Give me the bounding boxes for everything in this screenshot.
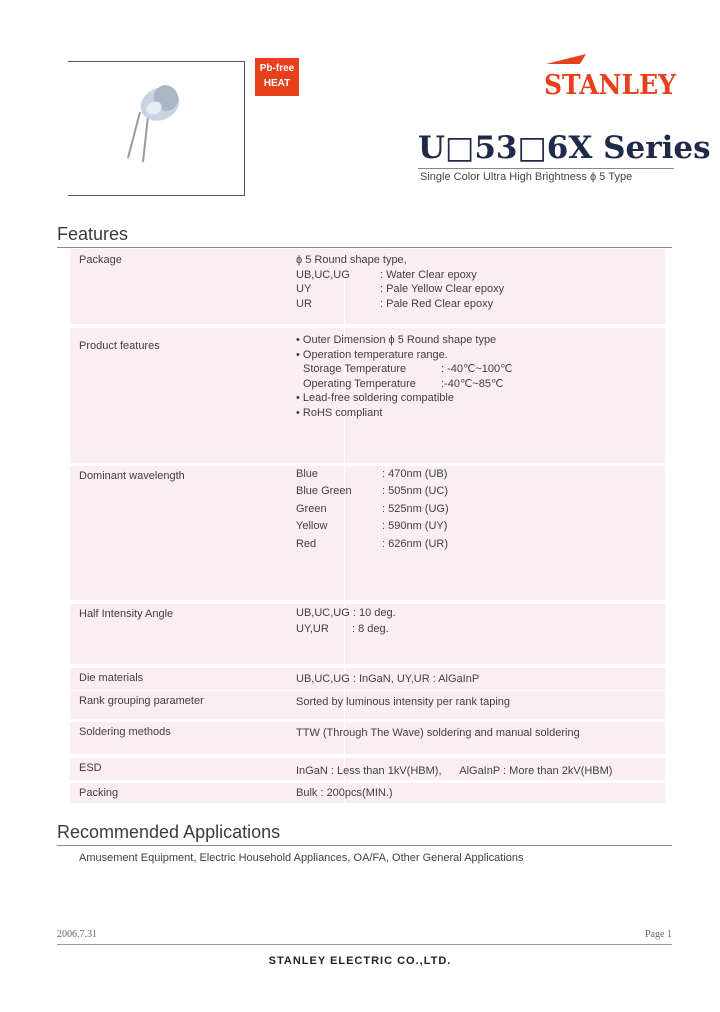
package-label: Package [79,254,122,266]
angle-value [296,605,396,637]
footer-date: 2006.7.31 [57,929,97,940]
footer-company: STANLEY ELECTRIC CO.,LTD. [268,955,452,967]
wavelength-label: Dominant wavelength [79,470,185,482]
product-line5: • Lead-free soldering compatible [296,392,454,404]
packing-label: Packing [79,787,119,799]
features-row-product [70,328,665,463]
die-label: Die materials [79,672,144,684]
wavelength-item: Yellow : 590nm (UY) [296,520,448,533]
features-row-angle [70,604,665,664]
applications-heading: Recommended Applications [57,822,281,842]
esd-value: InGaN : Less than 1kV(HBM), AlGaInP : More than 2kV(HBM) [296,765,613,777]
packing-value: Bulk : 200pcs(MIN.) [296,787,393,799]
features-row-packing [70,783,665,803]
series-subtitle: Single Color Ultra High Brightness ϕ 5 Type [420,171,633,183]
wavelength-item: Red : 626nm (UR) [296,537,449,550]
product-value [296,333,513,420]
package-item: UY : Pale Yellow Clear epoxy [296,283,505,295]
features-row-wavelength [70,466,665,600]
footer-rule [57,944,672,945]
pb-free-badge [255,58,299,96]
product-label: Product features [79,340,160,352]
features-row-die [70,668,665,690]
footer-page-number: Page 1 [645,929,672,940]
applications-rule [57,845,672,846]
angle-line2: UY,UR : 8 deg. [296,623,389,635]
badge-line2: HEAT [263,78,291,89]
angle-label: Half Intensity Angle [79,608,174,620]
package-item: UB,UC,UG : Water Clear epoxy [296,268,477,281]
rank-label: Rank grouping parameter [79,695,204,707]
product-line6: • RoHS compliant [296,406,383,419]
esd-label: ESD [79,762,102,774]
features-row-esd [70,758,665,780]
product-line1: • Outer Dimension ϕ 5 Round shape type [296,334,497,346]
product-line2: • Operation temperature range. [296,348,448,361]
features-row-solder [70,722,665,754]
product-photo-frame [68,61,245,196]
package-item: UR : Pale Red Clear epoxy [296,297,494,310]
die-value: UB,UC,UG : InGaN, UY,UR : AlGaInP [296,673,480,685]
badge-line1: Pb-free [259,63,295,74]
led-photo [68,61,244,195]
wavelength-item: Green : 525nm (UG) [296,502,449,515]
package-line1: ϕ 5 Round shape type, [296,254,407,266]
applications-text: Amusement Equipment, Electric Household Appliances, OA/FA, Other General Applications [79,852,524,864]
angle-line1: UB,UC,UG : 10 deg. [296,607,396,619]
stanley-logo [540,50,680,102]
features-heading: Features [57,224,129,244]
series-title-rule [418,168,674,169]
package-value [296,253,504,311]
features-row-package [70,249,665,324]
wavelength-value [296,466,449,553]
storage-temperature: Storage Temperature : -40℃~100℃ [303,363,513,375]
solder-value: TTW (Through The Wave) soldering and manual soldering [296,727,580,739]
logo-text: STANLEY [544,70,677,101]
wavelength-item: Blue Green : 505nm (UC) [296,485,449,498]
operating-temperature: Operating Temperature :-40℃~85℃ [303,377,504,390]
features-rule [57,247,672,248]
solder-label: Soldering methods [79,726,171,738]
wavelength-item: Blue : 470nm (UB) [296,468,448,480]
series-title: U□53□6X Series [418,130,711,166]
features-row-rank [70,691,665,719]
rank-value: Sorted by luminous intensity per rank taping [296,696,511,708]
